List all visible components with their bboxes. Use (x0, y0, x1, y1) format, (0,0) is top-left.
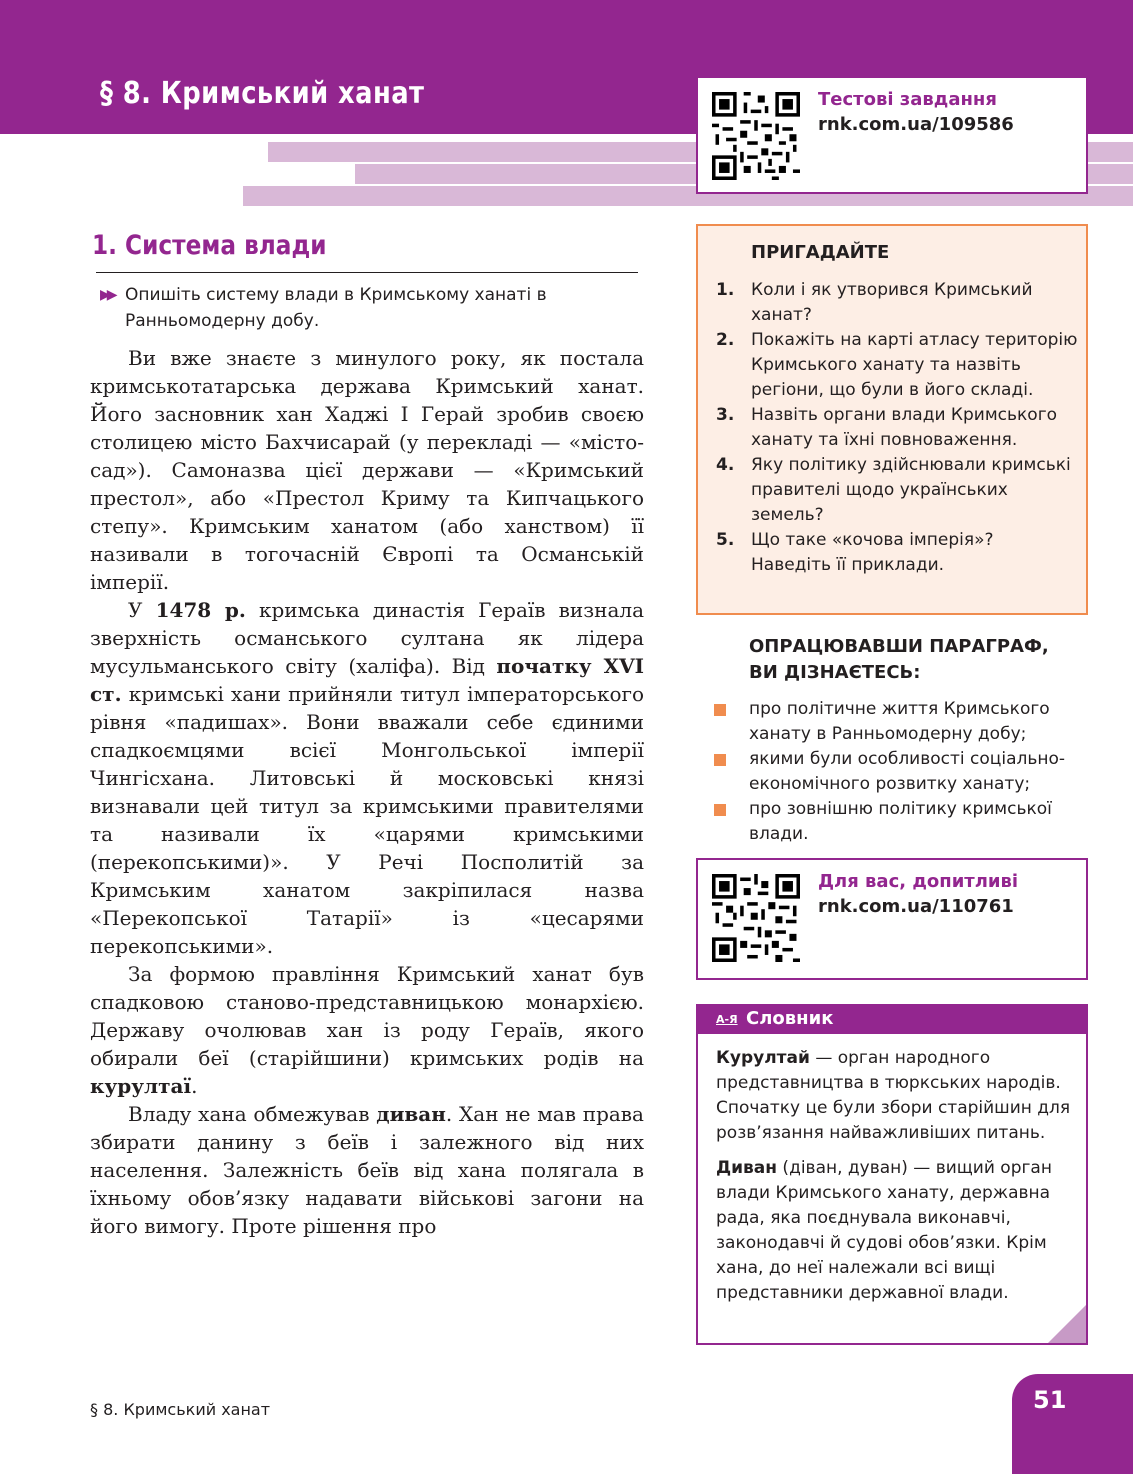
glossary-box (696, 1004, 1088, 1345)
learn-title: ОПРАЦЮВАВШИ ПАРАГРАФ, ВИ ДІЗНАЄТЕСЬ: (749, 636, 1049, 683)
list-item: про політичне життя Кримського ханату в Ранньомодерну добу; (714, 697, 1090, 747)
learn-list (714, 697, 1090, 847)
bullet-square-icon (714, 754, 726, 766)
paragraph: Владу хана обмежував диван. Хан не мав права збирати данину з беїв і залежного від них населення. Залежність беїв від хана полягала в їхньому обов’язку надавати військові загони на його вимогу. Проте рішення про (90, 1102, 644, 1238)
glossary-entry: Курултай — орган народного представництва в тюркських народів. Спочатку це були збори старійшин для розв’язання найважливіших питань. (716, 1048, 1071, 1143)
page-corner-icon (1048, 1305, 1086, 1343)
section-divider (96, 272, 638, 273)
recall-title: ПРИГАДАЙТЕ (751, 242, 890, 263)
qr-curious-box[interactable] (696, 858, 1088, 980)
list-item: 1. Коли і як утворився Кримський ханат? (716, 280, 1033, 325)
qr-curious-link[interactable]: rnk.com.ua/110761 (818, 896, 1014, 917)
bullet-square-icon (714, 804, 726, 816)
page-title: § 8. Кримський ханат (100, 76, 425, 111)
paragraph: За формою правління Кримський ханат був спадковою станово-представницькою монархією. Державу очолював хан із роду Гераїв, якого обирали беї (старійшини) кримських родів на курултаї. (90, 962, 644, 1098)
qr-tests-box[interactable] (696, 76, 1088, 194)
qr-tests-label: Тестові завдання (818, 89, 997, 110)
task-text: Опишіть систему влади в Кримському ханаті в Ранньомодерну добу. (125, 285, 547, 331)
section-task (100, 282, 620, 334)
recall-list (698, 278, 1078, 578)
qr-tests-link[interactable]: rnk.com.ua/109586 (818, 114, 1014, 135)
glossary-header (698, 1006, 1086, 1034)
double-arrow-icon: ▶▶ (100, 287, 114, 303)
glossary-entry: Диван (діван, дуван) — вищий орган влади Кримського ханату, державна рада, яка поєднувала виконавчі, законодавчі й судові обов’язки. Крім хана, до неї належали всі вищі представники державної влади. (716, 1158, 1052, 1303)
bullet-square-icon (714, 704, 726, 716)
qr-curious-label: Для вас, допитливі (818, 871, 1019, 892)
list-item: 3. Назвіть органи влади Кримського ханату та їхні повноваження. (716, 405, 1058, 450)
qr-code-icon (712, 874, 800, 962)
list-item: 5. Що таке «кочова імперія»? Наведіть її приклади. (716, 530, 994, 575)
list-item: якими були особливості соціально-економічного розвитку ханату; (714, 747, 1090, 797)
list-item: 4. Яку політику здійснювали кримські правителі щодо українських земель? (716, 455, 1071, 525)
recall-box (696, 224, 1088, 615)
page-number-tab (1012, 1374, 1133, 1474)
paragraph: У 1478 р. кримська династія Гераїв визнала зверхність османського султана як лідера мусульманського світу (халіфа). Від початку XVI ст. кримські хани прийняли титул імператорського рівня «падишах». Вони вважали себе єдиними спадкоємцями всієї Монгольської імперії Чингісхана. Литовські й московські князі визнавали цей титул за кримськими правителями та називали їх «царями кримськими (перекопськими)». У Речі Посполитій за Кримським ханатом закріпилася назва «Перекопської Татарії» із «цесарями перекопськими». (90, 598, 645, 958)
paragraph: Ви вже знаєте з минулого року, як постала кримськотатарська держава Кримський ханат. Його засновник хан Хаджі І Герай зробив своєю столицею місто Бахчисарай (у перекладі — «місто-сад»). Самоназва цієї держави — «Кримський престол», або «Престол Криму та Кипчацького степу». Кримським ханатом (або ханством) її називали в тогочасній Європі та Османській імперії. (90, 346, 644, 594)
qr-code-icon (712, 92, 800, 180)
glossary-title: Словник (746, 1008, 834, 1029)
section-title: 1. Система влади (92, 230, 327, 261)
glossary-badge: А-Я (716, 1013, 738, 1026)
list-item: 2. Покажіть на карті атласу територію Кримського ханату та назвіть регіони, що були в його складі. (716, 330, 1078, 400)
running-title: § 8. Кримський ханат (90, 1400, 271, 1419)
main-body-text (90, 344, 644, 1240)
page-number: 51 (1033, 1386, 1067, 1414)
glossary-body (716, 1046, 1076, 1316)
list-item: про зовнішню політику кримської влади. (714, 797, 1090, 847)
